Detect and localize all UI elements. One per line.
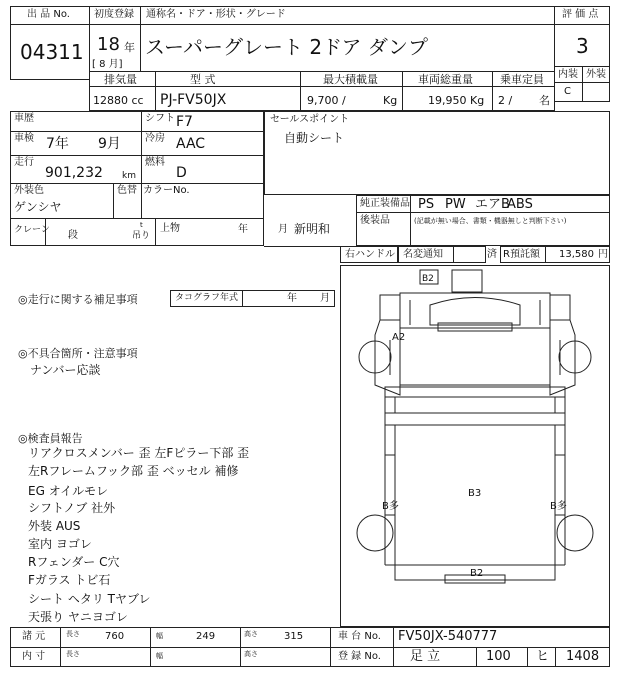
mark-b-right: B多 bbox=[550, 501, 567, 512]
first-reg-month: [ 8 月] bbox=[92, 59, 123, 70]
length-value: 760 bbox=[105, 631, 125, 642]
crane-hanging-label: 吊り bbox=[132, 231, 151, 241]
color-change-label: 色替 bbox=[117, 185, 137, 196]
color-no-label: カラーNo. bbox=[143, 185, 190, 196]
sales-point-text: 自動シート bbox=[284, 131, 345, 145]
inspector-line: シフトノブ 社外 bbox=[28, 501, 116, 515]
capacity-value: 2 / bbox=[498, 94, 513, 107]
crane-stage-label: 段 bbox=[68, 230, 78, 241]
equipment-pw: PW bbox=[445, 197, 466, 212]
divider bbox=[10, 131, 264, 132]
recycle-label: 済 bbox=[487, 249, 497, 260]
inspector-line: Rフェンダー C穴 bbox=[28, 555, 120, 569]
body-maker: 新明和 bbox=[294, 222, 331, 236]
crane-t-label: t bbox=[140, 221, 143, 229]
inspector-line: EG オイルモレ bbox=[28, 484, 109, 498]
width-label: 幅 bbox=[156, 632, 163, 640]
inspection-month: 9月 bbox=[98, 136, 121, 152]
first-reg-year: 18 bbox=[97, 34, 120, 55]
mileage-label: 走行 bbox=[14, 157, 34, 168]
inner-length-label: 長さ bbox=[66, 650, 80, 658]
lot-label: 出 品 No. bbox=[27, 9, 70, 20]
mark-b2-bottom: B2 bbox=[470, 568, 484, 579]
inspector-line: Fガラス トビ石 bbox=[28, 573, 111, 587]
inspector-line: リアクロスメンバー 歪 左Fピラー下部 歪 bbox=[28, 446, 250, 460]
equipment-label: 純正装備品 bbox=[360, 198, 410, 209]
displacement-value: 12880 cc bbox=[93, 94, 144, 107]
divider bbox=[554, 24, 610, 25]
divider bbox=[492, 71, 493, 111]
registration-label: 登 録 No. bbox=[338, 651, 381, 662]
height-value: 315 bbox=[284, 631, 304, 642]
divider bbox=[10, 24, 90, 25]
history-label: 車歴 bbox=[14, 113, 34, 124]
first-reg-label: 初度登録 bbox=[94, 9, 134, 20]
grade-label: 評 価 点 bbox=[562, 9, 599, 20]
registration-kana: ヒ bbox=[536, 649, 550, 664]
registration-region: 足 立 bbox=[410, 649, 441, 664]
mark-a2: A2 bbox=[392, 332, 406, 343]
divider bbox=[356, 212, 610, 213]
mark-b2-top: B2 bbox=[422, 274, 434, 284]
divider bbox=[155, 218, 156, 246]
divider bbox=[410, 195, 411, 246]
divider bbox=[393, 627, 394, 667]
equipment-airbag: エアB bbox=[475, 197, 510, 212]
divider bbox=[155, 71, 156, 111]
length-label: 長さ bbox=[66, 630, 80, 638]
body-month-unit: 月 bbox=[278, 224, 288, 235]
equipment-abs: ABS bbox=[507, 197, 533, 212]
capacity-label: 乗車定員 bbox=[500, 73, 544, 86]
divider bbox=[140, 6, 141, 72]
sales-point-label: セールスポイント bbox=[270, 114, 350, 125]
retrofit-note: (記載が無い場合、書類・機器無しと判断下さい) bbox=[414, 217, 567, 225]
inspection-year: 7年 bbox=[46, 136, 69, 152]
defects-text: ナンバー応談 bbox=[30, 363, 101, 377]
divider bbox=[300, 71, 301, 111]
exterior-label: 外装 bbox=[586, 69, 606, 80]
deposit-unit: 円 bbox=[598, 249, 608, 260]
divider bbox=[89, 24, 555, 25]
gross-weight-value: 19,950 Kg bbox=[428, 94, 485, 107]
inspector-line: 室内 ヨゴレ bbox=[28, 537, 92, 551]
divider bbox=[330, 627, 331, 667]
inspector-line: 天張り ヤニヨゴレ bbox=[28, 610, 128, 624]
capacity-unit: 名 bbox=[539, 94, 550, 107]
divider bbox=[113, 183, 114, 218]
divider bbox=[89, 86, 555, 87]
ac-label: 冷房 bbox=[145, 133, 165, 144]
retrofit-label: 後装品 bbox=[360, 215, 390, 226]
divider bbox=[545, 246, 546, 263]
divider bbox=[10, 218, 264, 219]
inspector-line: シート ヘタリ Tヤブレ bbox=[28, 592, 151, 606]
body-year-unit: 年 bbox=[238, 224, 248, 235]
driving-notes-title: ◎走行に関する補足事項 bbox=[18, 293, 138, 306]
divider bbox=[150, 627, 151, 667]
tachograph-label: タコグラフ年式 bbox=[175, 293, 239, 303]
model-code-value: PJ-FV50JX bbox=[160, 92, 227, 108]
divider bbox=[476, 647, 477, 667]
tachograph-year-unit: 年 bbox=[287, 293, 297, 304]
name-change-label: 名変通知 bbox=[403, 249, 443, 260]
inspector-line: 左Rフレームフック部 歪 ベッセル 補修 bbox=[28, 464, 239, 478]
equipment-ps: PS bbox=[418, 197, 435, 212]
shift-label: シフト bbox=[145, 113, 175, 124]
divider bbox=[527, 647, 528, 667]
inner-dims-label: 内 寸 bbox=[22, 651, 46, 662]
body-label: 上物 bbox=[160, 223, 180, 234]
interior-grade: C bbox=[564, 86, 571, 97]
deposit-value: 13,580 bbox=[559, 249, 594, 260]
shift-value: F7 bbox=[176, 114, 193, 130]
divider bbox=[582, 66, 583, 102]
defects-title: ◎不具合箇所・注意事項 bbox=[18, 347, 138, 360]
gross-weight-label: 車両総重量 bbox=[418, 73, 473, 86]
ac-value: AAC bbox=[176, 136, 206, 152]
model-name: スーパーグレート 2ドア ダンプ bbox=[145, 35, 429, 59]
divider bbox=[10, 155, 264, 156]
inspection-label: 車検 bbox=[14, 133, 34, 144]
dims-label: 諸 元 bbox=[22, 631, 46, 642]
mileage-value: 901,232 bbox=[45, 165, 103, 181]
height-label: 高さ bbox=[244, 630, 258, 638]
displacement-label: 排気量 bbox=[104, 73, 137, 86]
deposit-label: R預託額 bbox=[503, 249, 540, 260]
max-load-value: 9,700 / bbox=[307, 94, 346, 107]
inner-height-label: 高さ bbox=[244, 650, 258, 658]
registration-class: 100 bbox=[486, 649, 511, 664]
width-value: 249 bbox=[196, 631, 216, 642]
mark-b-left: B多 bbox=[382, 501, 399, 512]
divider bbox=[10, 647, 610, 648]
divider bbox=[10, 183, 264, 184]
registration-number: 1408 bbox=[566, 649, 600, 664]
lot-number: 04311 bbox=[20, 40, 84, 64]
divider bbox=[242, 290, 243, 307]
divider bbox=[453, 246, 454, 263]
fuel-label: 燃料 bbox=[145, 157, 165, 168]
divider bbox=[141, 111, 142, 218]
truck-diagram bbox=[340, 265, 610, 627]
divider bbox=[60, 627, 61, 667]
model-code-label: 型 式 bbox=[190, 73, 216, 86]
max-load-label: 最大積載量 bbox=[323, 73, 378, 86]
name-label: 通称名・ドア・形状・グレード bbox=[146, 9, 286, 20]
divider bbox=[555, 647, 556, 667]
grade-value: 3 bbox=[576, 34, 589, 58]
chassis-label: 車 台 No. bbox=[338, 631, 381, 642]
color-label: 外装色 bbox=[14, 185, 44, 196]
max-load-unit: Kg bbox=[383, 94, 398, 107]
first-reg-year-unit: 年 bbox=[124, 41, 135, 54]
fuel-value: D bbox=[176, 165, 187, 181]
mileage-unit: km bbox=[122, 171, 136, 181]
crane-label: クレーン bbox=[14, 225, 50, 235]
chassis-value: FV50JX-540777 bbox=[398, 629, 498, 644]
handle-value: 右ハンドル bbox=[345, 249, 395, 260]
tachograph-month-unit: 月 bbox=[320, 293, 330, 304]
interior-label: 内装 bbox=[558, 69, 578, 80]
inner-width-label: 幅 bbox=[156, 652, 163, 660]
divider bbox=[402, 71, 403, 111]
divider bbox=[240, 627, 241, 667]
inspector-line: 外装 AUS bbox=[28, 519, 81, 533]
mark-b3: B3 bbox=[468, 488, 482, 499]
color-value: ゲンシヤ bbox=[14, 200, 62, 214]
inspector-title: ◎検査員報告 bbox=[18, 432, 83, 445]
